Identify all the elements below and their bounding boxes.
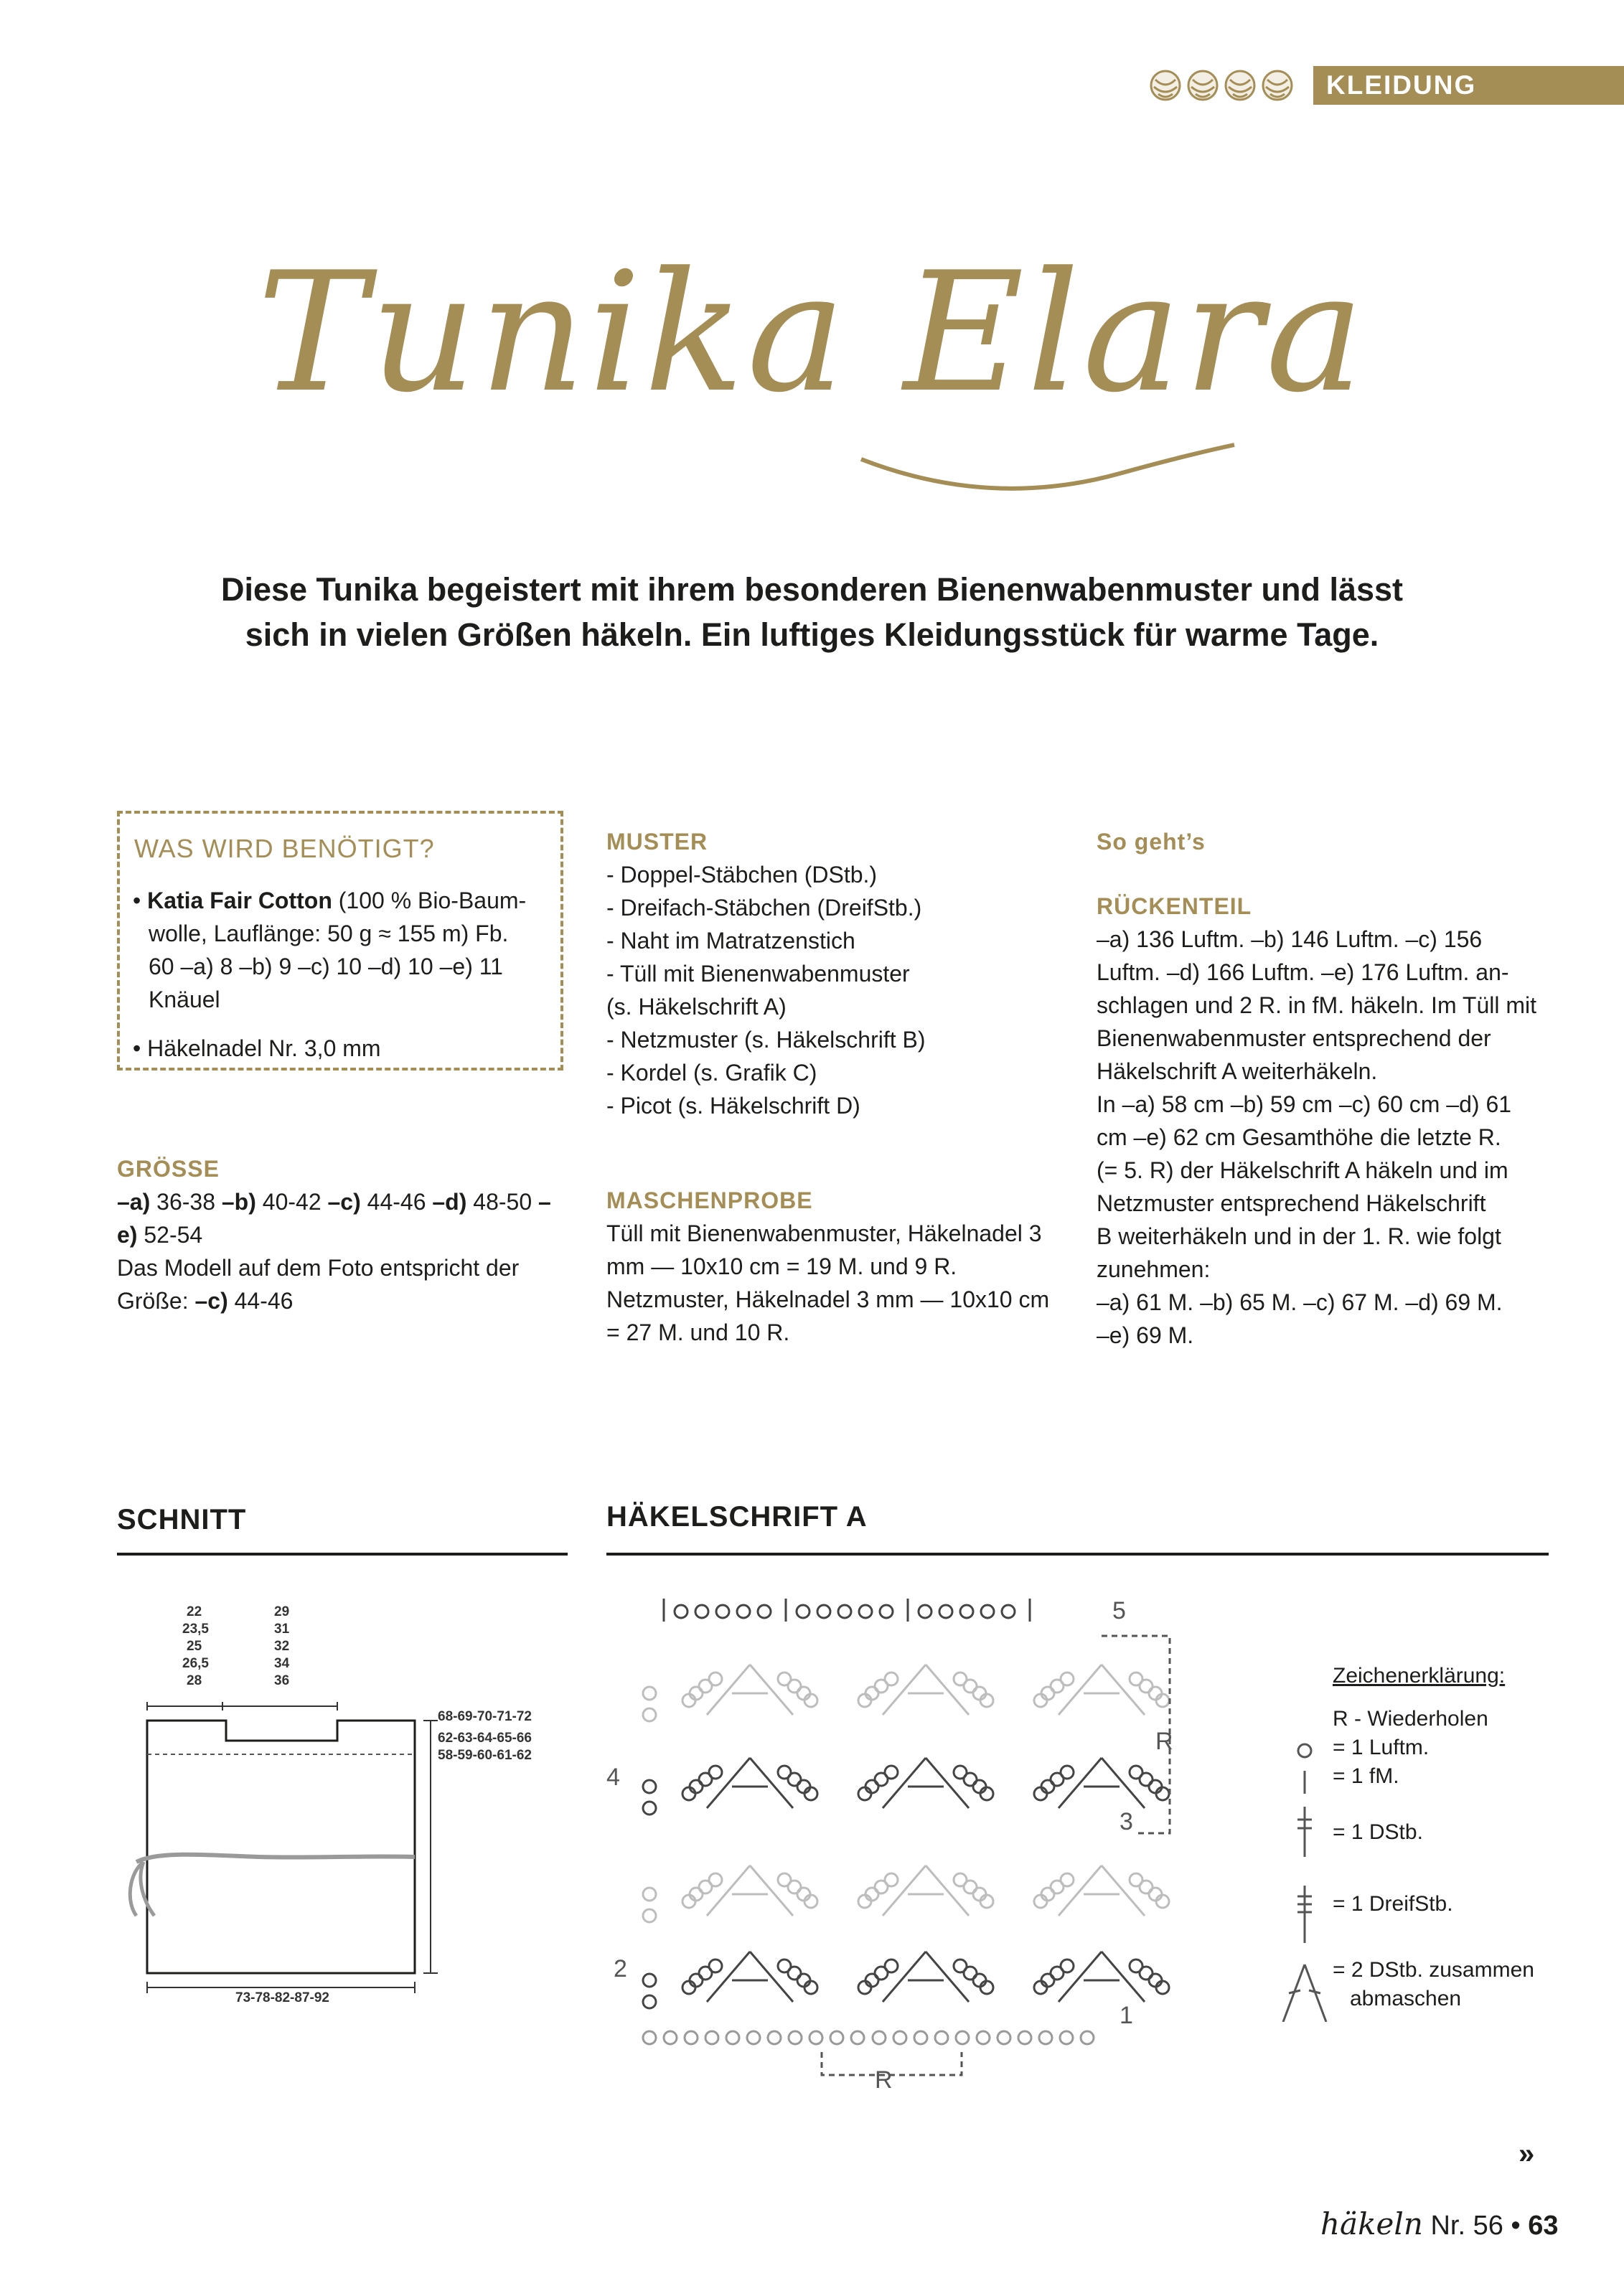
chain-mark [980, 1694, 993, 1707]
issue-number: Nr. 56 [1430, 2211, 1503, 2241]
chart-rows-body [643, 1665, 1169, 2044]
row-number-5: 5 [1112, 1597, 1126, 1624]
chain-mark [1149, 1780, 1162, 1793]
instruction-line: Häkelschrift A weiterhäkeln. [1097, 1058, 1378, 1084]
chain-mark [1061, 1672, 1074, 1685]
size-c-label: –c) [327, 1189, 361, 1215]
chain-mark [804, 1981, 817, 1994]
yarn-name: Katia Fair Cotton [147, 888, 332, 913]
cluster-mark [1059, 1665, 1145, 1715]
cluster-mark [707, 1866, 793, 1916]
cluster-mark [707, 1665, 793, 1715]
chain-mark [758, 1605, 771, 1618]
row-number-1: 1 [1120, 2002, 1133, 2029]
dim-right-2: 31 [274, 1622, 290, 1637]
size-note-2 [117, 1284, 568, 1317]
instruction-line: In –a) 58 cm –b) 59 cm –c) 60 cm –d) 61 [1097, 1091, 1512, 1117]
dim-right-1: 29 [274, 1604, 290, 1619]
chain-mark [1061, 1766, 1074, 1779]
chain-mark [980, 1981, 993, 1994]
chain-mark [643, 1888, 656, 1901]
chain-mark [1149, 1687, 1162, 1700]
chain-mark [797, 1974, 810, 1987]
chart-row-5 [664, 1599, 1030, 1622]
instruction-line: cm –e) 62 cm Gesamthöhe die letzte R. [1097, 1124, 1501, 1150]
page-number: 63 [1528, 2211, 1559, 2241]
chain-mark [960, 1605, 973, 1618]
chain-mark [885, 1766, 898, 1779]
chain-mark [858, 1895, 871, 1908]
chain-mark [919, 1605, 931, 1618]
chain-mark [682, 1694, 695, 1707]
chain-mark [1061, 1873, 1074, 1886]
dim-bottom: 73-78-82-87-92 [235, 1990, 329, 2005]
chain-mark [1034, 1981, 1047, 1994]
chain-mark [664, 2031, 677, 2044]
pattern-item: - Picot (s. Häkelschrift D) [606, 1093, 860, 1119]
chain-mark [980, 1787, 993, 1800]
chain-mark [1156, 1895, 1169, 1908]
materials-heading: WAS WIRD BENÖTIGT? [134, 834, 435, 863]
cluster-icon [1283, 1965, 1326, 2022]
lead-line-1: Diese Tunika begeistert mit ihrem besonderen Bienenwabenmuster und lässt [220, 571, 1404, 608]
chain-mark [809, 2031, 822, 2044]
size-c-value: 44-46 [367, 1189, 426, 1215]
pattern-item: - Netzmuster (s. Häkelschrift B) [606, 1027, 926, 1053]
lead-text [0, 567, 1624, 657]
chain-mark [675, 1605, 687, 1618]
dim-left-5: 28 [187, 1673, 202, 1688]
chain-mark [804, 1895, 817, 1908]
chain-mark [1060, 2031, 1073, 2044]
instruction-line: B weiterhäkeln und in der 1. R. wie folgt [1097, 1223, 1501, 1249]
cluster-mark [707, 1758, 793, 1808]
schnitt-rule [117, 1553, 568, 1556]
chain-mark [643, 1708, 656, 1721]
size-d-value: 48-50 [473, 1189, 532, 1215]
chain-mark [643, 1687, 656, 1700]
yarn-line-3: 60 –a) 8 –b) 9 –c) 10 –d) 10 –e) 11 [149, 954, 503, 979]
chain-mark [1156, 1694, 1169, 1707]
pattern-heading: MUSTER [606, 829, 708, 855]
pattern-item: (s. Häkelschrift A) [606, 994, 787, 1020]
pattern-item: - Dreifach-Stäbchen (DreifStb.) [606, 895, 922, 921]
chain-mark [830, 2031, 843, 2044]
magazine-name: häkeln [1320, 2206, 1423, 2241]
gauge-section [606, 1184, 1066, 1349]
hook-text: Häkelnadel Nr. 3,0 mm [147, 1035, 381, 1061]
page-footer [1320, 2206, 1559, 2241]
chain-mark [838, 1605, 851, 1618]
chain-mark [709, 1672, 722, 1685]
chain-mark [804, 1694, 817, 1707]
footer-bullet: • [1511, 2211, 1521, 2241]
instruction-line: schlagen und 2 R. in fM. häkeln. Im Tüll mit [1097, 992, 1537, 1018]
chain-mark [1061, 1959, 1074, 1972]
dim-right-3: 32 [274, 1639, 290, 1654]
chain-mark [797, 1888, 810, 1901]
materials-list [133, 884, 549, 1065]
instruction-line: –a) 61 M. –b) 65 M. –c) 67 M. –d) 69 M. [1097, 1289, 1503, 1315]
chain-mark [981, 1605, 994, 1618]
instruction-line: –e) 69 M. [1097, 1322, 1194, 1348]
chain-mark [682, 1895, 695, 1908]
chain-mark [643, 1909, 656, 1922]
chain-mark [682, 1981, 695, 1994]
chain-mark [709, 1959, 722, 1972]
chain-mark [804, 1787, 817, 1800]
chain-mark [973, 1974, 986, 1987]
row-number-4: 4 [606, 1764, 620, 1791]
chain-mark [956, 2031, 969, 2044]
instruction-line: Luftm. –d) 166 Luftm. –e) 176 Luftm. an- [1097, 959, 1509, 985]
dim-right-4: 34 [274, 1656, 290, 1671]
pattern-item: - Naht im Matratzenstich [606, 928, 855, 954]
chain-mark [914, 2031, 927, 2044]
lead-line-2: sich in vielen Größen häkeln. Ein luftiges Kleidungsstück für warme Tage. [245, 616, 1379, 653]
chart-rule [606, 1553, 1549, 1556]
gauge-line: Tüll mit Bienenwabenmuster, Häkelnadel 3 [606, 1220, 1042, 1246]
legend-cluster-2: abmaschen [1350, 1987, 1462, 2010]
schnitt-heading: SCHNITT [117, 1504, 247, 1535]
pattern-item: - Tüll mit Bienenwabenmuster [606, 961, 910, 987]
legend-cluster-1: = 2 DStb. zusammen [1333, 1958, 1534, 1982]
title-swash-ornament [847, 430, 1249, 502]
size-note: Das Modell auf dem Foto entspricht der [117, 1255, 520, 1281]
chain-mark [1149, 1974, 1162, 1987]
chain-mark [685, 2031, 698, 2044]
chain-mark [935, 2031, 948, 2044]
chain-mark [885, 1672, 898, 1685]
yarn-line-1: (100 % Bio-Baum- [338, 888, 527, 913]
size-note-prefix: Größe: [117, 1288, 189, 1314]
cluster-mark [883, 1952, 969, 2002]
chain-icon [1298, 1744, 1311, 1757]
category-label: KLEIDUNG [1326, 70, 1477, 100]
chain-mark [817, 1605, 830, 1618]
size-b-label: –b) [221, 1189, 256, 1215]
size-e-value: 52-54 [144, 1222, 203, 1248]
size-section [117, 1152, 568, 1317]
chain-mark [643, 1995, 656, 2008]
cluster-mark [707, 1952, 793, 2002]
yarn-line-2: wolle, Lauflänge: 50 g ≈ 155 m) Fb. [149, 921, 509, 946]
size-e-label: –e) [117, 1189, 551, 1248]
pattern-item: - Kordel (s. Grafik C) [606, 1060, 817, 1086]
crochet-chart-a [606, 1593, 1195, 2095]
chain-mark [643, 2031, 656, 2044]
chain-mark [858, 1694, 871, 1707]
difficulty-yarn-icons [1148, 68, 1300, 103]
chain-mark [880, 1605, 893, 1618]
chain-mark [858, 1981, 871, 1994]
instruction-line: (= 5. R) der Häkelschrift A häkeln und im [1097, 1157, 1508, 1183]
yarn-line-4: Knäuel [149, 987, 220, 1012]
legend-sc: = 1 fM. [1333, 1764, 1399, 1788]
materials-yarn-item: • Katia Fair Cotton (100 % Bio-Baum- [133, 888, 527, 913]
chain-mark [973, 1888, 986, 1901]
chain-mark [709, 1873, 722, 1886]
chain-mark [939, 1605, 952, 1618]
size-d-label: –d) [432, 1189, 467, 1215]
chain-mark [1149, 1888, 1162, 1901]
chain-mark [747, 2031, 760, 2044]
chain-mark [1034, 1895, 1047, 1908]
cluster-mark [883, 1758, 969, 1808]
size-list [117, 1185, 568, 1251]
gauge-line: = 27 M. und 10 R. [606, 1319, 790, 1345]
chain-mark [1081, 2031, 1094, 2044]
chain-mark [851, 2031, 864, 2044]
dim-left-3: 25 [187, 1639, 202, 1654]
gauge-heading: MASCHENPROBE [606, 1187, 813, 1213]
chain-mark [1002, 1605, 1015, 1618]
legend-symbols [1277, 1735, 1332, 2022]
chain-mark [643, 1780, 656, 1793]
dim-side-2: 62-63-64-65-66 [438, 1731, 532, 1746]
dim-left-4: 26,5 [182, 1656, 209, 1671]
legend-chain: = 1 Luftm. [1333, 1736, 1430, 1759]
chain-mark [1034, 1787, 1047, 1800]
chain-mark [859, 1605, 872, 1618]
cluster-mark [883, 1665, 969, 1715]
gauge-line: Netzmuster, Häkelnadel 3 mm — 10x10 cm [606, 1286, 1050, 1312]
size-note-label: –c) [194, 1288, 228, 1314]
repeat-label-right: R [1155, 1728, 1173, 1755]
chain-mark [695, 1605, 708, 1618]
dim-left-1: 22 [187, 1604, 202, 1619]
legend-title: Zeichenerklärung: [1333, 1664, 1506, 1688]
chain-mark [643, 1974, 656, 1987]
pattern-section [606, 825, 1066, 1122]
chain-mark [797, 1687, 810, 1700]
chain-mark [709, 1766, 722, 1779]
cluster-mark [1059, 1758, 1145, 1808]
cluster-mark [883, 1866, 969, 1916]
row-number-3: 3 [1120, 1808, 1133, 1835]
chain-mark [1039, 2031, 1052, 2044]
legend-dc: = 1 DStb. [1333, 1820, 1423, 1844]
chain-mark [682, 1787, 695, 1800]
dim-side-3: 58-59-60-61-62 [438, 1748, 532, 1763]
chain-mark [977, 2031, 990, 2044]
chain-mark [1034, 1694, 1047, 1707]
size-heading: GRÖSSE [117, 1156, 220, 1182]
chain-mark [998, 2031, 1010, 2044]
chain-mark [885, 1959, 898, 1972]
chain-mark [858, 1787, 871, 1800]
chain-mark [789, 2031, 802, 2044]
page-title: Tunika Elara [257, 237, 1367, 429]
chain-mark [797, 1780, 810, 1793]
instruction-line: –a) 136 Luftm. –b) 146 Luftm. –c) 156 [1097, 926, 1483, 952]
gauge-line: mm — 10x10 cm = 19 M. und 9 R. [606, 1253, 957, 1279]
chain-mark [1156, 1787, 1169, 1800]
materials-hook-item: • Häkelnadel Nr. 3,0 mm [133, 1035, 381, 1061]
size-note-value: 44-46 [234, 1288, 294, 1314]
chain-mark [768, 2031, 781, 2044]
instruction-line: Bienenwabenmuster entsprechend der [1097, 1025, 1491, 1051]
dim-side-1: 68-69-70-71-72 [438, 1709, 532, 1724]
dim-right-5: 36 [274, 1673, 290, 1688]
instructions-section [1097, 825, 1549, 1352]
continue-arrow: » [1519, 2138, 1535, 2170]
chain-mark [726, 2031, 739, 2044]
chain-mark [973, 1780, 986, 1793]
instruction-line: zunehmen: [1097, 1256, 1211, 1282]
chain-mark [737, 1605, 750, 1618]
chain-mark [980, 1895, 993, 1908]
schnitt-diagram [115, 1600, 574, 2016]
chain-mark [1018, 2031, 1031, 2044]
cluster-mark [1059, 1952, 1145, 2002]
chain-mark [873, 2031, 886, 2044]
dim-left-2: 23,5 [182, 1622, 209, 1637]
chain-mark [643, 1802, 656, 1815]
cluster-mark [1059, 1866, 1145, 1916]
instruction-line: Netzmuster entsprechend Häkelschrift [1097, 1190, 1486, 1216]
size-a-label: –a) [117, 1189, 151, 1215]
chain-mark [893, 2031, 906, 2044]
instructions-heading: So geht’s [1097, 829, 1206, 855]
chain-mark [705, 2031, 718, 2044]
chain-mark [797, 1605, 809, 1618]
legend-repeat: R - Wiederholen [1333, 1707, 1488, 1731]
row-number-2: 2 [614, 1955, 627, 1982]
double-crochet-icon [1297, 1807, 1312, 1857]
chart-heading: HÄKELSCHRIFT A [606, 1501, 868, 1533]
chain-mark [716, 1605, 729, 1618]
chain-mark [885, 1873, 898, 1886]
treble-crochet-icon [1297, 1886, 1312, 1943]
size-b-value: 40-42 [262, 1189, 321, 1215]
chart-legend [1333, 1662, 1534, 2013]
chain-mark [1156, 1981, 1169, 1994]
legend-tr: = 1 DreifStb. [1333, 1892, 1453, 1916]
pattern-item: - Doppel-Stäbchen (DStb.) [606, 862, 878, 888]
chain-mark [973, 1687, 986, 1700]
back-piece-heading: RÜCKENTEIL [1097, 893, 1252, 919]
repeat-label-bottom: R [875, 2066, 893, 2094]
size-a-value: 36-38 [156, 1189, 215, 1215]
